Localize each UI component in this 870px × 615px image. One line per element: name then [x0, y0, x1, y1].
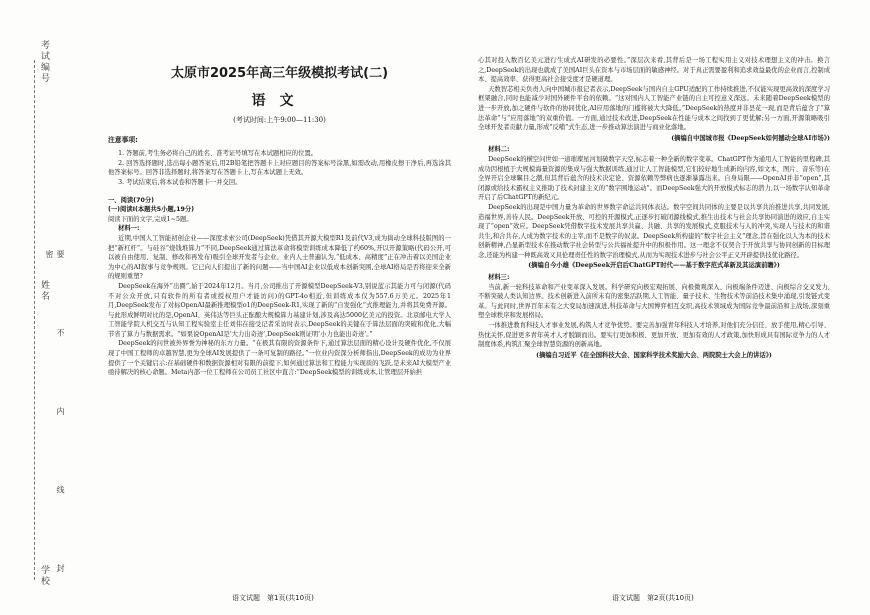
paragraph: 近期,中国人工智能初创企业——深度求索公司(DeepSeek)凭借其开源大模型R1及前代V3,成为捣动全球科技版图的一把“新杠杆”。与硅谷“烧钱堆算力”不同,DeepSeek通过算法革命将模型训练成本降低了约60%,开以开源策略(代码公开,可以被自由使用、复制、修改和再发布)吸引全球开发者与企业。业内人士普遍认为,“低成本、高精度”正在冲击着以美国企业为中心的AI叙事与竞争规则。它已向人们提出了新的问题——当中国AI企业以低成本创新突围,全球AI格局是否将迎来全新的规则重塑? — [108, 234, 451, 281]
paragraph: DeepSeek的出现是中国力量为革命的世界数字命运共同体表达。数字空间共同体的主要是以共享共治推进共享,共同发展,造福世界,善待人民。DeepSeek开放、可控的开源模式,正逐步打破闭源线模式,推生出技术与社会共享协同演进的效应,自主实现了“open”效应。DeepSeek凭借数字技术发展共享共赢、共融、共享的发展模式,克服技术与人的冲突,实现人与技术的和谐共生,和合共存,人成为数字技术的主宰,而不是数字的奴隶。DeepSeek所构建的“数字社会主义”理念,旨在强化以人为本的技术创新精神,凸显新型技术在推动数字社会转型与公共福祉提升中的积极作用。这一理念不仅契合于开放共享与协同创新的目标理念,还能为构建一种既高效又具伦理责任性的数字治理模式,从而为实现技术进步与社会公平正义开辟提供技优化路径。 — [478, 203, 830, 259]
page-2-footer: 语文试题 第2页(共10页) — [612, 594, 694, 602]
note-item: 1. 答题前,考生务必将自己的姓名、准考证号填写在本试题相应的位置。 — [118, 150, 317, 158]
name-label: 姓名 — [39, 280, 49, 302]
binding-line — [34, 60, 35, 580]
material-3-label: 材料三: — [488, 274, 510, 282]
binding-notice: 要 不 内 线 封 密 — [45, 250, 65, 607]
paragraph: DeepSeek的问世被外界誉为神秘的东方力量。“在极其有限的资源条件下,通过算法层面的精心设计及硬件优化,不仅展现了中国工程师的卓越智慧,更为全球AI发展提供了一条可复制的路径。”一位业内资深分析师指出,DeepSeek的成功为业界提供了一个关键启示:在基础硬件和数据资源相对有限的前提下,如何通过算法和工程能力实现质的飞跃,是未来AI大模型产业亟待解决的核心命题。Meta内部一位工程师在公司员工社区中直言:“DeepSeek模型的训练成本,让管理层开始担 — [108, 340, 451, 377]
notes-heading: 注意事项: — [108, 135, 138, 144]
paragraph: DeepSeek的横空问世如一道璀璨星河划破数字天空,标志着一种全新的数字变革。ChatGPT作为通用人工智能的里程碑,其成功因根植于大规模海量资源的集成与强大数据训练,通过让人工智能模型,它们较好地生成新的内容,如文本、图片、音乐等)在全界开启全球瞩目之潮,但其背后蕴含的技术决定论、资源依赖等弊病也逐渐暴露出来。自身局限——OpenAI并非“open”,其闭源或给技术霸权主义推助了技术封建主义的“数字围地运动”。而DeepSeek强大的开放模式标志的潜力,以一场数字认知革命开启了后ChatGPT的新纪元。 — [478, 155, 830, 202]
source-citation: (摘编自中国城市报《DeepSeek如何撼动全球AI市场》) — [671, 134, 830, 142]
paragraph: DeepSeek在海外“出圈”,始于2024年12月。当月,公司推出了开源模型DeepSeek-V3,别说蓝示其能力可与闭源(代码不对公众开放,只有软件的所有者或授权用户才能访问)的GPT-4o相近,但训练成本仅为557.6万美元。2025年1月,DeepSeek发布了对标OpenAI最新推理模型o1的DeepSeek-R1,实现了新的“自发强化”式推理能力,并将其免费开源。与此形成鲜明对比的是,OpenAI、英伟达等巨头正酝酿大规模算力基建计划,涉及高达5000亿美元的投资。北京邮电大学人工智能学院人机交互与认知工程实验室主任刘伟在接受记者采访时表示,DeepSeek的关键在于算法层面的突破和优化,大幅节省了算力与数据需求。“如果说OpenAI是‘大力出奇迹’,DeepSeek则证明‘小力也能出奇迹’。” — [108, 282, 451, 338]
exam-title: 太原市2025年高三年级模拟考试(二) — [170, 66, 389, 81]
sub-heading: (一)阅读Ⅰ(本题共5小题,19分) — [108, 206, 195, 214]
paragraph: 当前,新一轮科技革命和产业变革深入发展。科学研究向极宏观拓展、向极微观深入、向极端条件迈进、向极综合交叉发力,不断突破人类认知边界。技术创新进入前所未有的密集活跃期,人工智能、量子技术、生物技术等前沿技术集中涌现,引发链式变革。与此同时,世界百年未有之大变局加速演进,科技革命与大国博弈相互交织,高技术领域成为国际竞争最前沿和主战场,深刻重塑全球秩序和发展格局。 — [478, 283, 830, 320]
note-item: 2. 回答选择题时,选出每小题答案后,用2B铅笔把答题卡上对应题目的答案标号涂黑,如需改动,用橡皮擦干净后,再选涂其他答案标号。回答非选择题时,将答案写在答题卡上,写在本试题上无效。 — [108, 159, 451, 177]
instruction: 阅读下面的文字,完成1~5题。 — [108, 215, 193, 223]
binding-margin — [0, 0, 65, 615]
exam-time: (考试时间:上午9:00—11:30) — [233, 116, 326, 124]
source-citation: (摘编自今小雄《DeepSeek开启后ChatGPT时代——基于数字范式革新及其运演前瞻》) — [528, 262, 780, 270]
exam-number-label: 考试编号 — [39, 40, 49, 84]
note-item: 3. 考试结束后,将本试卷和答题卡一并交回。 — [118, 178, 242, 186]
school-label: 学校 — [39, 565, 49, 587]
page-1 — [108, 28, 451, 378]
subject-title: 语文 — [251, 93, 308, 109]
section-heading: 一、阅读(70分) — [108, 196, 155, 204]
paragraph: 心其对投入数百亿美元进行生成式AI研发的必要性。”深层次来看,其背后是一场工程实用主义对技术理想主义的冲击。换言之,DeepSeek的出现也就成了美国AI巨头在资本与市场层面的敏感神经。对于真正需要盈利和追求效益最优的企业而言,控制成本、提高效率、获得更高社会接受度才是硬道理。 — [478, 57, 830, 84]
paragraph: 天数智芯相关负责人向中国城市报记者表示,DeepSeek与国内自主GPU适配的工作持续推进,不仅能实现更高效的深度学习框架融合,同时也能减少对国外硬件平台的依赖。“这对国内人工智能产业链的自主可控意义深远。未来随着DeepSeek模型的进一步开放,加之硬件与软件的协同优化,AI应用落地的门槛将被大大降低。”DeepSeek的热度并非昙花一现,而是背后蕴含了“算法革命”与“应用落地”的双重价值。一方面,通过技术改进,DeepSeek在性能与成本之间找到了更优解;另一方面,开源策略吸引全球开发者贡献力量,形成“反哺”式生态,进一步推动算法演进与商业化落地。 — [478, 85, 830, 132]
page-2 — [478, 56, 830, 362]
material-2-label: 材料二: — [488, 146, 510, 154]
source-citation: (摘编自习近平《在全国科技大会、国家科学技术奖励大会、两院院士大会上的讲话》) — [536, 351, 772, 359]
page-1-footer: 语文试题 第1页(共10页) — [232, 594, 314, 602]
material-1-label: 材料一: — [118, 225, 140, 233]
paragraph: 一体推进教育科技人才事业发展,构筑人才竞争优势。要完善加强青年科技人才培养,对他们充分信任、放手使用,精心引导、热忱关怀,促进更多青年英才人才脱颖而出。要实行更加积极、更加开放、更加有效的人才政策,加快形成具有国际竞争力的人才制度体系,构筑汇聚全球智慧资源的创新高地。 — [478, 322, 830, 349]
